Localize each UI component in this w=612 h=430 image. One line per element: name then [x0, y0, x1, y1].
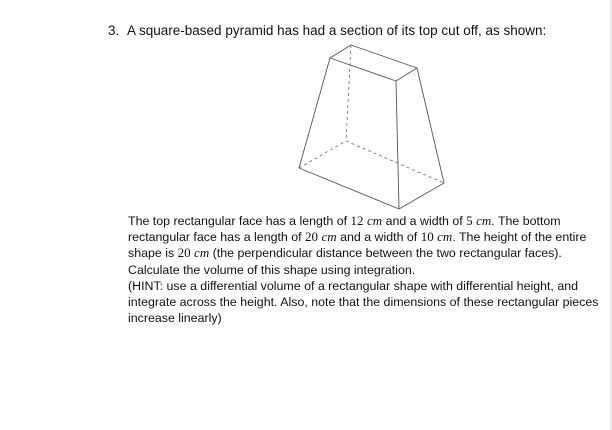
problem-number: 3.	[108, 23, 120, 38]
top-face-edge	[330, 45, 351, 58]
frustum-figure	[290, 40, 460, 215]
top-face-edge	[351, 45, 417, 68]
lateral-edge	[396, 81, 399, 209]
lateral-edge	[417, 68, 444, 183]
hidden-bottom-edge	[346, 141, 444, 183]
lateral-edge	[299, 58, 330, 168]
problem-hint: (HINT: use a differential volume of a rectangular shape with differential height, and integrate across the height. Also, note that the dimensions of these rectangular pieces increase linearly)	[128, 278, 599, 326]
top-face-edge	[330, 58, 396, 81]
problem-heading: A square-based pyramid has had a section of its top cut off, as shown:	[127, 23, 547, 38]
hidden-bottom-edge	[299, 141, 346, 168]
bottom-face-edge	[399, 183, 444, 209]
problem-description: The top rectangular face has a length of 12 cm and a width of 5 cm. The bottom rectangular face has a length of 20 cm and a width of 10 cm. The height of the entire shape is 20 cm (the perpendicular distance between the two rectangular faces). Calculate the volume of this shape using integration.	[128, 213, 587, 277]
top-face-edge	[396, 68, 417, 81]
hidden-lateral-edge	[346, 45, 351, 141]
bottom-face-edge	[299, 168, 399, 209]
problem-body	[128, 213, 606, 326]
